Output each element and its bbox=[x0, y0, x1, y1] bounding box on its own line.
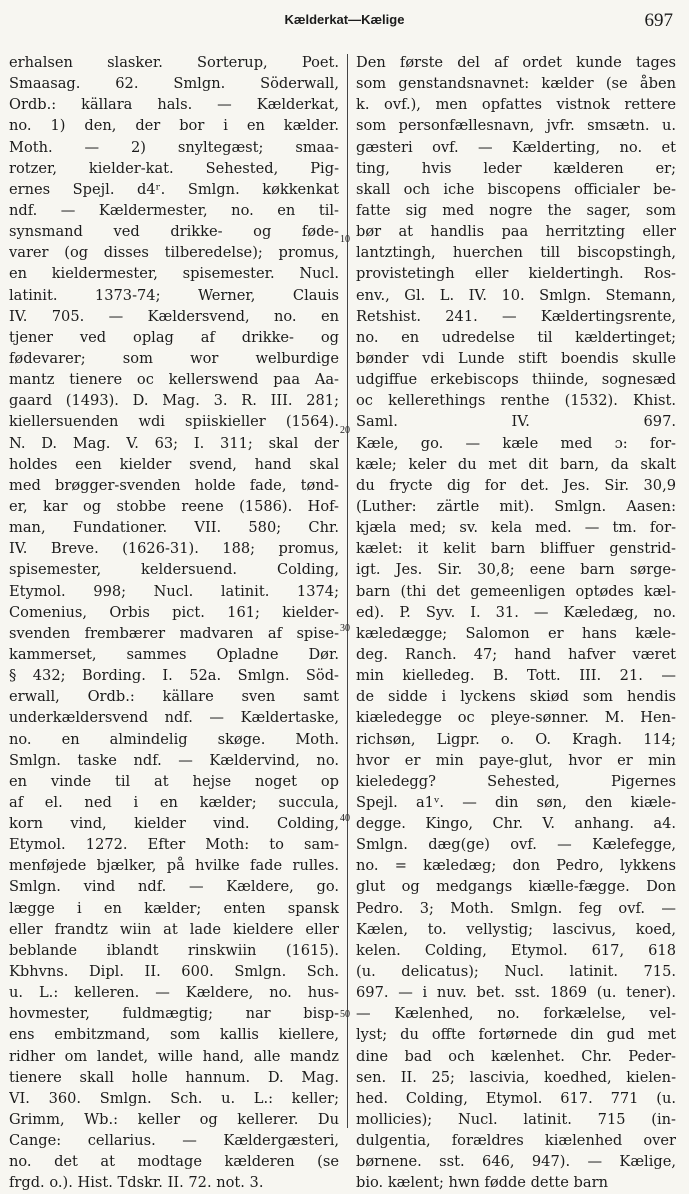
text-line: lantztingh, huerchen till biscopstingh, bbox=[356, 244, 676, 262]
text-line: Kæle, go. — kæle med ɔ: for- bbox=[356, 434, 676, 452]
text-line: kjæla med; sv. kela med. — tm. for- bbox=[356, 519, 676, 537]
page-number: 697 bbox=[644, 10, 673, 31]
text-line: mollicies); Nucl. latinit. 715 (in- bbox=[356, 1111, 676, 1129]
text-line: (u. delicatus); Nucl. latinit. 715. bbox=[356, 963, 676, 981]
text-line: Saml. IV. 697. bbox=[356, 413, 676, 431]
text-line: 697. — i nuv. bet. sst. 1869 (u. tener). bbox=[356, 984, 676, 1002]
text-line: sen. II. 25; lascivia, koedhed, kielen- bbox=[356, 1068, 676, 1086]
text-line: hed. Colding, Etymol. 617. 771 (u. bbox=[356, 1089, 676, 1107]
line-number-20: 20 bbox=[340, 425, 350, 436]
text-line: frgd. o.). Hist. Tdskr. II. 72. not. 3. bbox=[9, 1174, 264, 1192]
text-line: ndf. — Kældermester, no. en til- bbox=[9, 201, 339, 219]
text-line: erhalsen slasker. Sorterup, Poet. bbox=[9, 54, 339, 71]
text-line: varer (og disses tilberedelse); promus, bbox=[9, 244, 339, 262]
text-line: no. det at modtage kælderen (se bbox=[9, 1153, 339, 1171]
text-line: bio. kælent; hwn fødde dette barn bbox=[356, 1174, 608, 1192]
text-line: korn vind, kielder vind. Colding, bbox=[9, 815, 339, 833]
text-line: kammerset, sammes Opladne Dør. bbox=[9, 645, 339, 663]
text-line: kæledægge; Salomon er hans kæle- bbox=[356, 624, 676, 642]
text-line: Grimm, Wb.: keller og kellerer. Du bbox=[9, 1111, 339, 1129]
text-line: Kbhvns. Dipl. II. 600. Smlgn. Sch. bbox=[9, 963, 339, 981]
text-line: kælet: it kelit barn bliffuer genstrid- bbox=[356, 540, 676, 558]
text-line: Comenius, Orbis pict. 161; kielder- bbox=[9, 603, 339, 621]
text-line: man, Fundationer. VII. 580; Chr. bbox=[9, 519, 339, 537]
text-line: med brøgger-svenden holde fade, tønd- bbox=[9, 476, 339, 494]
text-line: dine bad och kælenhet. Chr. Peder- bbox=[356, 1047, 676, 1065]
text-line: Spejl. a1ᵛ. — din søn, den kiæle- bbox=[356, 793, 676, 811]
text-line: u. L.: kelleren. — Kældere, no. hus- bbox=[9, 984, 339, 1002]
left-column bbox=[9, 52, 339, 1194]
text-line: env., Gl. L. IV. 10. Smlgn. Stemann, bbox=[356, 286, 676, 304]
text-line: degge. Kingo, Chr. V. anhang. a4. bbox=[356, 815, 676, 833]
text-line: børnene. sst. 646, 947). — Kælige, bbox=[356, 1153, 676, 1171]
text-line: som personfællesnavn, jvfr. smsætn. u. bbox=[356, 117, 676, 135]
text-line: gaard (1493). D. Mag. 3. R. III. 281; bbox=[9, 392, 339, 410]
text-line: fødevarer; som wor welburdige bbox=[9, 349, 339, 367]
text-line: som genstandsnavnet: kælder (se åben bbox=[356, 75, 676, 93]
text-line: tienere skall holle hannum. D. Mag. bbox=[9, 1068, 339, 1086]
text-line: de sidde i lyckens skiød som hendis bbox=[356, 688, 676, 706]
text-line: glut og medgangs kiælle-fægge. Don bbox=[356, 878, 676, 896]
right-column bbox=[356, 52, 676, 1194]
text-line: VI. 360. Smlgn. Sch. u. L.: keller; bbox=[9, 1089, 339, 1107]
text-line: hvor er min paye-glut, hvor er min bbox=[356, 751, 676, 769]
text-line: no. en almindelig skøge. Moth. bbox=[9, 730, 339, 748]
text-line: synsmand ved drikke- og føde- bbox=[9, 223, 339, 241]
text-line: Etymol. 998; Nucl. latinit. 1374; bbox=[9, 582, 339, 600]
text-line: beblande iblandt rinskwiin (1615). bbox=[9, 941, 339, 959]
text-line: menføjede bjælker, på hvilke fade rulles. bbox=[9, 857, 339, 875]
line-number-10: 10 bbox=[340, 234, 350, 245]
text-line: IV. 705. — Kældersvend, no. en bbox=[9, 307, 339, 325]
text-line: af el. ned i en kælder; succula, bbox=[9, 793, 339, 811]
text-line: (Luther: zärtle mit). Smlgn. Aasen: bbox=[356, 497, 676, 515]
text-line: ridher om landet, wille hand, alle mandz bbox=[9, 1047, 339, 1065]
text-line: gæsteri ovf. — Kælderting, no. et bbox=[356, 138, 676, 156]
text-line: eller frandtz wiin at lade kieldere eller bbox=[9, 920, 339, 938]
text-line: Moth. — 2) snyltegæst; smaa- bbox=[9, 138, 339, 156]
text-line: kieledegg? Sehested, Pigernes bbox=[356, 772, 676, 790]
text-line: bønder vdi Lunde stift boendis skulle bbox=[356, 349, 676, 367]
text-line: dulgentia, forældres kiælenhed over bbox=[356, 1132, 676, 1150]
text-line: — Kælenhed, no. forkælelse, vel- bbox=[356, 1005, 676, 1023]
text-line: deg. Ranch. 47; hand hafver været bbox=[356, 645, 676, 663]
text-line: k. ovf.), men opfattes vistnok rettere bbox=[356, 96, 676, 114]
text-line: spisemester, keldersuend. Colding, bbox=[9, 561, 339, 579]
text-line: en kieldermester, spisemester. Nucl. bbox=[9, 265, 339, 283]
text-line: Cange: cellarius. — Kældergæsteri, bbox=[9, 1132, 339, 1150]
text-line: svenden frembærer madvaren af spise- bbox=[9, 624, 339, 642]
text-line: § 432; Bording. I. 52a. Smlgn. Söd- bbox=[9, 667, 339, 685]
text-line: richsøn, Ligpr. o. O. Kragh. 114; bbox=[356, 730, 676, 748]
text-line: skall och iche biscopens officialer be- bbox=[356, 180, 676, 198]
text-line: Etymol. 1272. Efter Moth: to sam- bbox=[9, 836, 339, 854]
text-line: ens embitzmand, som kallis kiellere, bbox=[9, 1026, 339, 1044]
text-line: ting, hvis leder kælderen er; bbox=[356, 159, 676, 177]
text-line: Smaasag. 62. Smlgn. Söderwall, bbox=[9, 75, 339, 93]
text-line: min kielledeg. B. Tott. III. 21. — bbox=[356, 667, 676, 685]
text-line: latinit. 1373-74; Werner, Clauis bbox=[9, 286, 339, 304]
text-line: oc kellerethings renthe (1532). Khist. bbox=[356, 392, 676, 410]
text-line: lægge i en kælder; enten spansk bbox=[9, 899, 339, 917]
text-line: er, kar og stobbe reene (1586). Hof- bbox=[9, 497, 339, 515]
text-line: fatte sig med nogre the sager, som bbox=[356, 201, 676, 219]
text-line: mantz tienere oc kellerswend paa Aa- bbox=[9, 371, 339, 389]
text-line: IV. Breve. (1626-31). 188; promus, bbox=[9, 540, 339, 558]
text-line: igt. Jes. Sir. 30,8; eene barn sørge- bbox=[356, 561, 676, 579]
text-line: ernes Spejl. d4ʳ. Smlgn. køkkenkat bbox=[9, 180, 339, 198]
text-line: no. = kæledæg; don Pedro, lykkens bbox=[356, 857, 676, 875]
text-line: Ordb.: källara hals. — Kælderkat, bbox=[9, 96, 339, 114]
text-line: provistetingh eller kieldertingh. Ros- bbox=[356, 265, 676, 283]
text-line: kiæledegge oc pleye-sønner. M. Hen- bbox=[356, 709, 676, 727]
text-line: kelen. Colding, Etymol. 617, 618 bbox=[356, 941, 676, 959]
text-line: Retshist. 241. — Kældertingsrente, bbox=[356, 307, 676, 325]
text-line: lyst; du offte fortørnede din gud met bbox=[356, 1026, 676, 1044]
page-header bbox=[0, 10, 689, 34]
column-divider bbox=[347, 54, 348, 1128]
text-line: no. 1) den, der bor i en kælder. bbox=[9, 117, 339, 135]
line-number-50: 50 bbox=[340, 1009, 350, 1020]
text-line: udgiffue erkebiscops thiinde, sognesæd bbox=[356, 371, 676, 389]
text-line: tjener ved oplag af drikke- og bbox=[9, 328, 339, 346]
running-title: Kælderkat—Kælige bbox=[284, 12, 405, 27]
text-line: Pedro. 3; Moth. Smlgn. feg ovf. — bbox=[356, 899, 676, 917]
text-line: kiellersuenden wdi spiiskieller (1564). bbox=[9, 413, 339, 431]
text-line: Smlgn. dæg(ge) ovf. — Kælefegge, bbox=[356, 836, 676, 854]
text-line: underkældersvend ndf. — Kældertaske, bbox=[9, 709, 339, 727]
line-number-40: 40 bbox=[340, 813, 350, 824]
text-line: hovmester, fuldmægtig; nar bisp- bbox=[9, 1005, 339, 1023]
text-line: Den første del af ordet kunde tages bbox=[356, 54, 676, 71]
text-line: Kælen, to. vellystig; lascivus, koed, bbox=[356, 920, 676, 938]
text-line: en vinde til at hejse noget op bbox=[9, 772, 339, 790]
text-line: bør at handlis paa herritzting eller bbox=[356, 223, 676, 241]
text-line: rotzer, kielder-kat. Sehested, Pig- bbox=[9, 159, 339, 177]
text-line: Smlgn. vind ndf. — Kældere, go. bbox=[9, 878, 339, 896]
text-line: kæle; keler du met dit barn, da skalt bbox=[356, 455, 676, 473]
text-line: du frycte dig for det. Jes. Sir. 30,9 bbox=[356, 476, 676, 494]
text-line: barn (thi det gemeenligen optødes kæl- bbox=[356, 582, 676, 600]
text-line: erwall, Ordb.: källare sven samt bbox=[9, 688, 339, 706]
line-number-30: 30 bbox=[340, 623, 350, 634]
text-line: no. en udredelse til kældertinget; bbox=[356, 328, 676, 346]
text-line: holdes een kielder svend, hand skal bbox=[9, 455, 339, 473]
text-line: Smlgn. taske ndf. — Kældervind, no. bbox=[9, 751, 339, 769]
text-line: N. D. Mag. V. 63; I. 311; skal der bbox=[9, 434, 339, 452]
text-line: ed). P. Syv. I. 31. — Kæledæg, no. bbox=[356, 603, 676, 621]
